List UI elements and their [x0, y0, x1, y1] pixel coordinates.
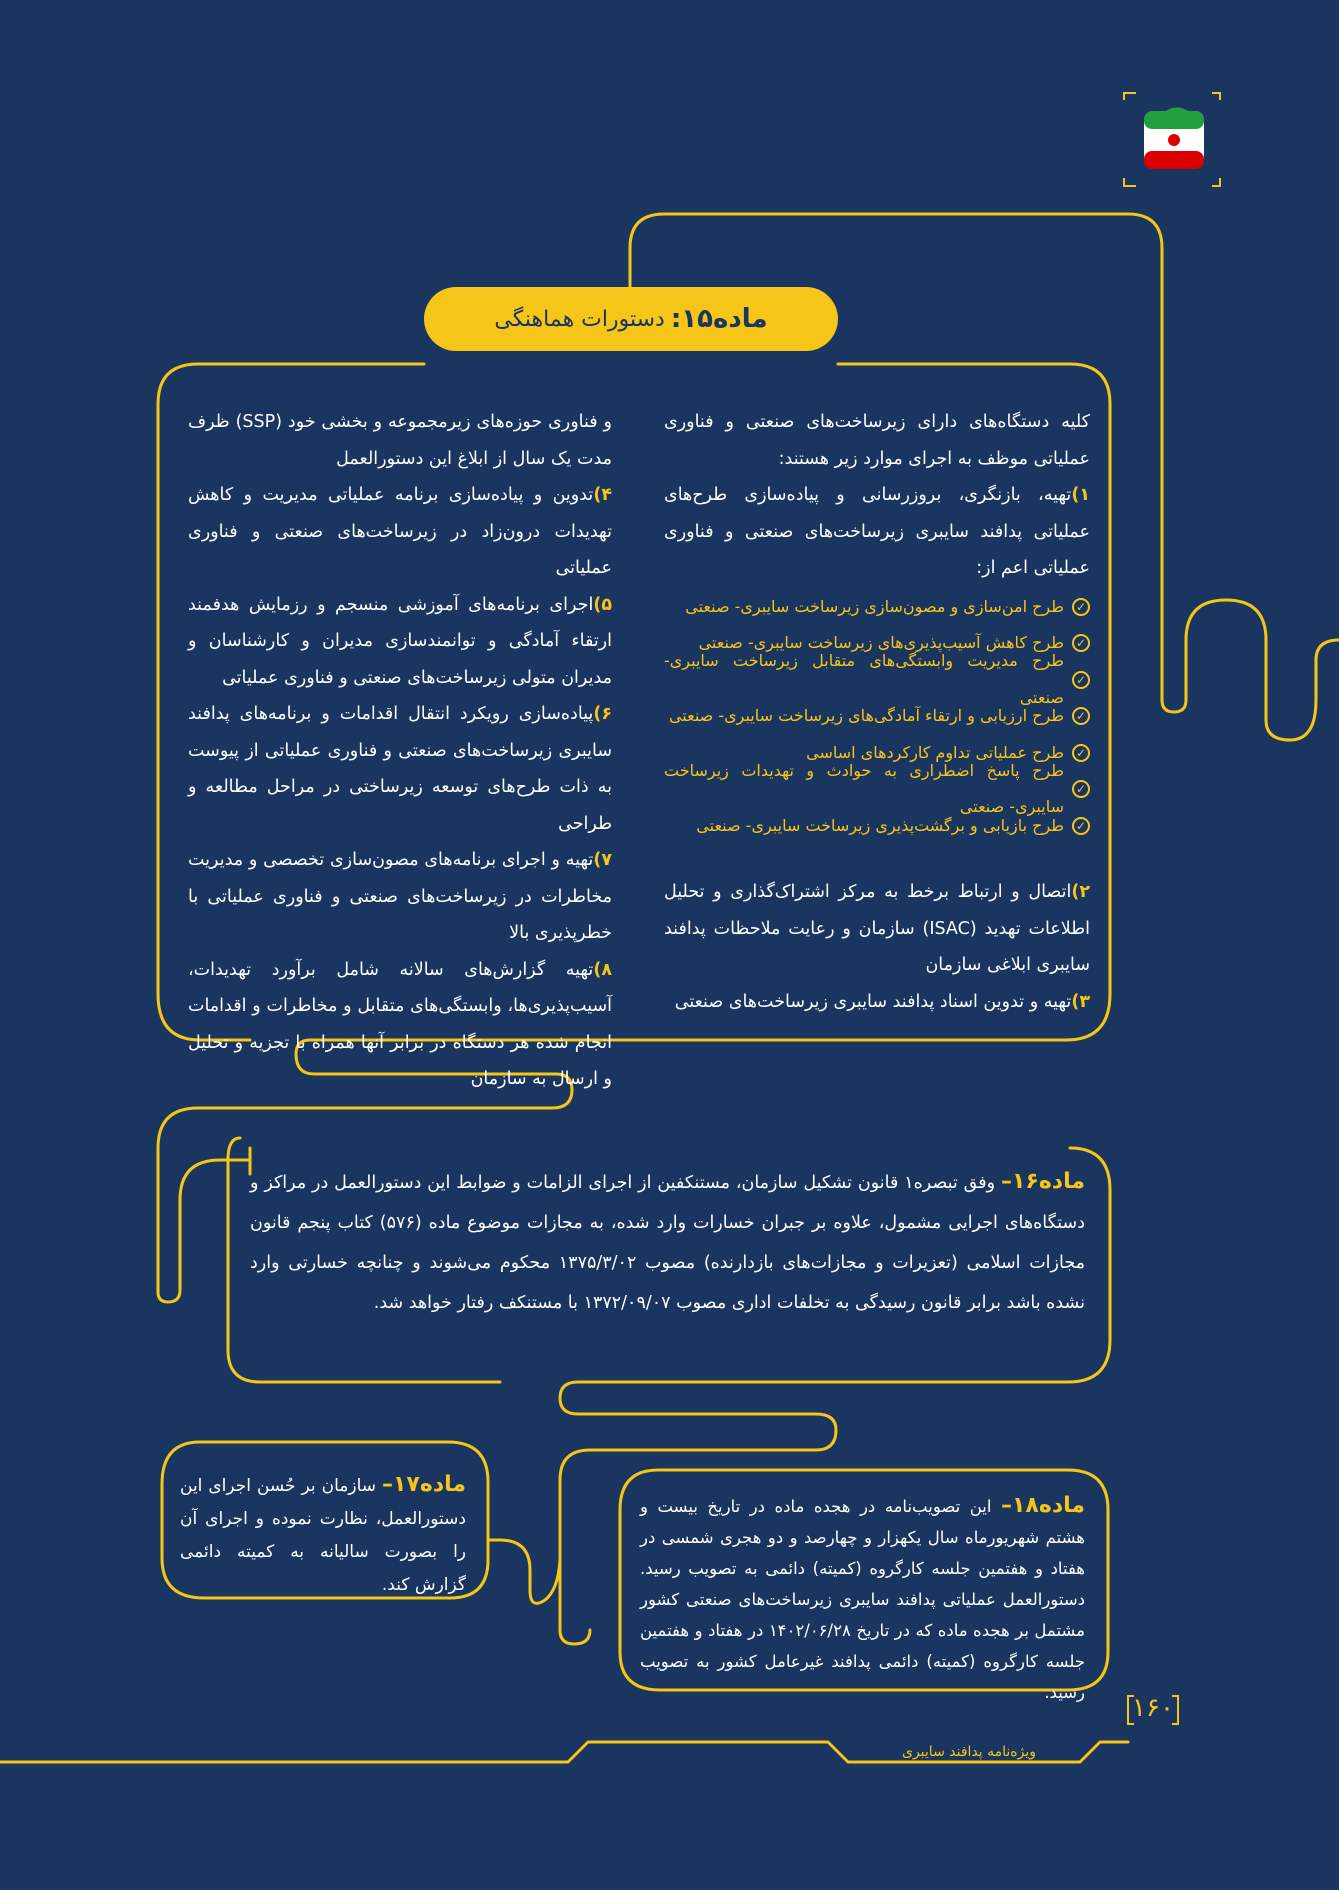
- check-circle-icon: ✓: [1072, 707, 1090, 725]
- check-circle-icon: ✓: [1072, 598, 1090, 616]
- article-17-text: سازمان بر حُسن اجرای این دستورالعمل، نظارت نموده و اجرای آن را بصورت سالیانه به کمیته دائمی گزارش کند.: [180, 1476, 466, 1595]
- checklist-item: [664, 698, 1090, 735]
- shield-flag-emblem-icon: [1128, 93, 1220, 185]
- check-circle-icon: ✓: [1072, 780, 1090, 798]
- article-15-item-7: [188, 842, 612, 952]
- check-circle-icon: ✓: [1072, 744, 1090, 762]
- article-16-text: وفق تبصره۱ قانون تشکیل سازمان، مستنکفین از اجرای الزامات و ضوابط این دستورالعمل در مراکز و دستگاه‌های اجرایی مشمول، علاوه بر جبران خسارات وارد شده، به مجازات موضوع ماده (۵۷۶) کتاب پنجم قانون مجازات اسلامی (تعزیرات و مجازات‌های بازدارنده) مصوب ۱۳۷۵/۳/۰۲ محکوم می‌شوند و چنانچه خسارتی وارد نشده باشد برابر قانون رسیدگی به تخلفات اداری مصوب ۱۳۷۲/۰۹/۰۷ با مستنکف رفتار خواهد شد.: [250, 1173, 1085, 1313]
- checklist-item: [664, 808, 1090, 845]
- article-15-item-8: [188, 952, 612, 1098]
- article-16-label: ماده۱۶–: [1000, 1169, 1085, 1194]
- item-7-text: تهیه و اجرای برنامه‌های مصون‌سازی تخصصی و مدیریت مخاطرات در زیرساخت‌های صنعتی و فناوری عملیاتی با خطرپذیری بالا: [188, 850, 612, 943]
- article-17-label: ماده۱۷–: [381, 1472, 466, 1497]
- item-8-number: ۸): [593, 959, 612, 980]
- item-4-text: تدوین و پیاده‌سازی برنامه عملیاتی مدیریت و کاهش تهدیدات درون‌زاد در زیرساخت‌های صنعتی و فناوری عملیاتی: [188, 485, 612, 578]
- article-18: [640, 1490, 1085, 1708]
- item-3-continuation: و فناوری حوزه‌های زیرمجموعه و بخشی خود (SSP) ظرف مدت یک سال از ابلاغ این دستورالعمل: [188, 412, 612, 469]
- checklist-item-text: طرح مدیریت وابستگی‌های متقابل زیرساخت سایبری- صنعتی: [664, 651, 1064, 707]
- item-1-text: تهیه، بازنگری، بروزرسانی و پیاده‌سازی طرح‌های عملیاتی پدافند سایبری زیرساخت‌های صنعتی و فناوری عملیاتی اعم از:: [664, 485, 1090, 578]
- article-15-intro: کلیه دستگاه‌های دارای زیرساخت‌های صنعتی و فناوری عملیاتی موظف به اجرای موارد زیر هستند:: [664, 412, 1090, 469]
- checklist-item-text: طرح کاهش آسیب‌پذیری‌های زیرساخت سایبری- صنعتی: [698, 633, 1064, 652]
- article-15-label: ماده۱۵:: [670, 304, 768, 334]
- article-18-text: این تصویب‌نامه در هجده ماده در تاریخ بیست و هشتم شهریورماه سال یکهزار و چهارصد و دو هجری شمسی در هفتاد و هفتمین جلسه کارگروه (کمیته) دائمی به تصویب رسید. دستورالعمل عملیاتی پدافند سایبری زیرساخت‌های صنعتی کشور مشتمل بر هجده ماده که در تاریخ ۱۴۰۲/۰۶/۲۸ در هفتاد و هفتمین جلسه کارگروه (کمیته) دائمی پدافند غیرعامل کشور به تصویب رسید.: [640, 1497, 1085, 1702]
- article-17: [180, 1468, 466, 1602]
- article-15-right-column: [664, 404, 1090, 1020]
- item-4-number: ۴): [593, 485, 612, 505]
- article-16: [250, 1162, 1085, 1323]
- check-circle-icon: ✓: [1072, 634, 1090, 652]
- article-18-label: ماده۱۸–: [1000, 1493, 1085, 1518]
- page-number: ۱۶۰: [1132, 1693, 1174, 1723]
- checklist-item: [664, 651, 1090, 707]
- article-15-item-3: [664, 984, 1090, 1021]
- item-3-text: تهیه و تدوین اسناد پدافند سایبری زیرساخت‌های صنعتی: [674, 991, 1072, 1012]
- item-6-number: ۶): [593, 704, 612, 724]
- checklist-item: [664, 760, 1090, 817]
- item-7-number: ۷): [593, 850, 612, 870]
- item-5-text: اجرای برنامه‌های آموزشی منسجم و رزمایش هدفمند ارتقاء آمادگی و توانمندسازی مدیران و کارشناسان و مدیران متولی زیرساخت‌های صنعتی و فناوری عملیاتی: [188, 594, 612, 688]
- plans-checklist: [664, 589, 1090, 845]
- article-15-title: دستورات هماهنگی: [494, 306, 665, 332]
- item-1-number: ۱): [1071, 485, 1090, 505]
- article-15-item-5: [188, 587, 612, 697]
- article-15-title-pill: [424, 287, 838, 351]
- footer-publication-label: ویژه‌نامه پدافند سایبری: [902, 1744, 1036, 1760]
- item-8-text: تهیه گزارش‌های سالانه شامل برآورد تهدیدات، آسیب‌پذیری‌ها، وابستگی‌های متقابل و مخاطرات و اقدامات انجام شده هر دستگاه در برابر آنها همراه با تجزیه و تحلیل و ارسال به سازمان: [188, 959, 612, 1089]
- item-6-text: پیاده‌سازی رویکرد انتقال اقدامات و برنامه‌های پدافند سایبری زیرساخت‌های صنعتی و فناوری عملیاتی از پیوست به ذات طرح‌های توسعه زیرساختی در مراحل مطالعه و طراحی: [188, 704, 612, 834]
- check-circle-icon: ✓: [1072, 671, 1090, 689]
- item-3-number: ۳): [1071, 991, 1090, 1012]
- item-2-text: اتصال و ارتباط برخط به مرکز اشتراک‌گذاری و تحلیل اطلاعات تهدید (ISAC) سازمان و رعایت ملاحظات پدافند سایبری ابلاغی سازمان: [664, 882, 1090, 975]
- item-2-number: ۲): [1071, 882, 1090, 902]
- article-15-item-1: [664, 477, 1090, 587]
- article-15-item-4: [188, 477, 612, 587]
- article-15-item-2: [664, 874, 1090, 984]
- article-15-left-column: [188, 404, 612, 1098]
- checklist-item-text: طرح عملیاتی تداوم کارکردهای اساسی: [806, 742, 1064, 762]
- checklist-item-text: طرح پاسخ اضطراری به حوادث و تهدیدات زیرساخت سایبری- صنعتی: [664, 760, 1064, 817]
- checklist-item-text: طرح امن‌سازی و مصون‌سازی زیرساخت سایبری- صنعتی: [685, 596, 1064, 616]
- checklist-item-text: طرح بازیابی و برگشت‌پذیری زیرساخت سایبری- صنعتی: [696, 815, 1064, 835]
- article-15-item-6: [188, 696, 612, 842]
- checklist-item: [664, 589, 1090, 626]
- checklist-item-text: طرح ارزیابی و ارتقاء آمادگی‌های زیرساخت سایبری- صنعتی: [668, 706, 1064, 725]
- item-5-number: ۵): [593, 594, 612, 615]
- check-circle-icon: ✓: [1072, 817, 1090, 835]
